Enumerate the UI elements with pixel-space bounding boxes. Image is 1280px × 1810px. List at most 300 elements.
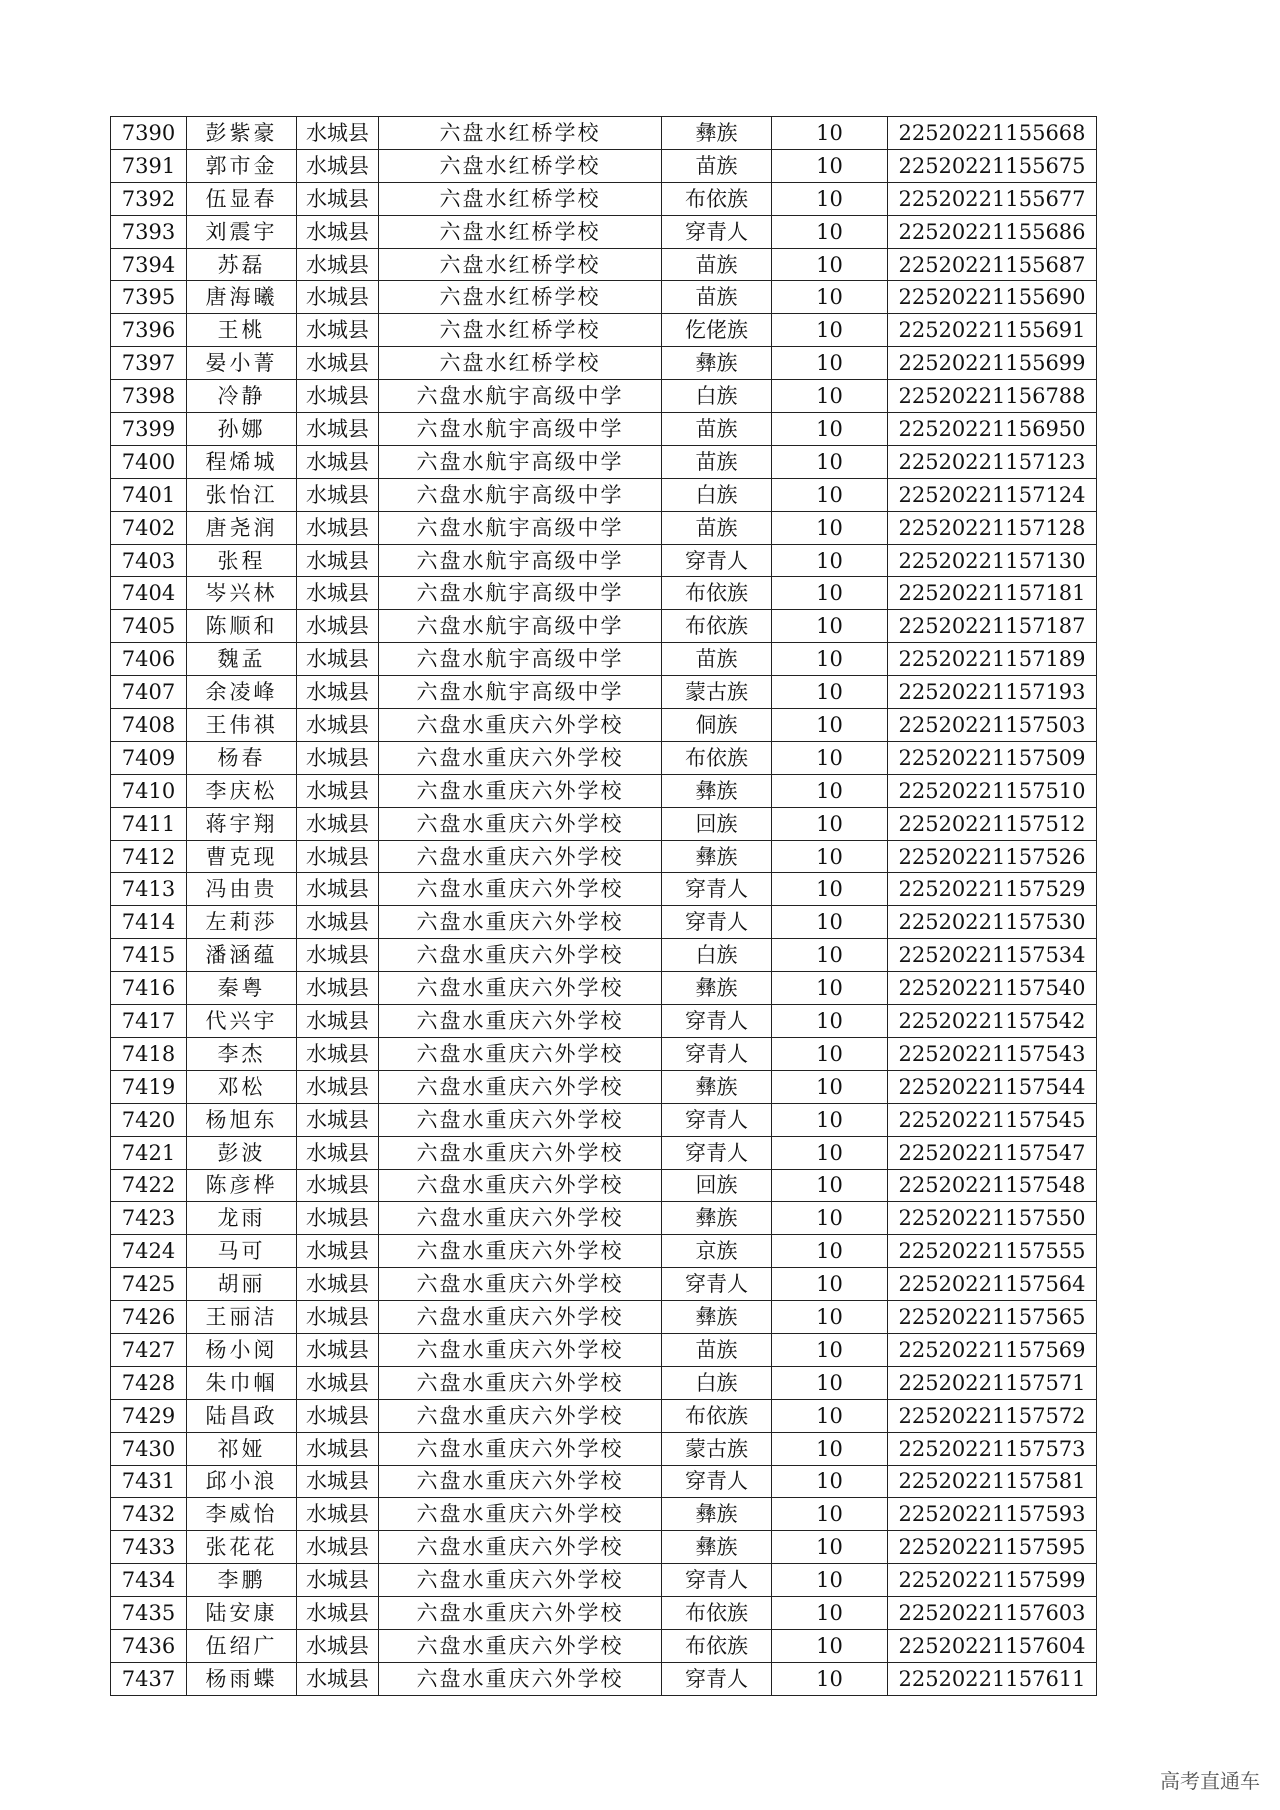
table-row xyxy=(111,807,1097,840)
school-cell: 六盘水重庆六外学校 xyxy=(379,1103,662,1136)
county-cell: 水城县 xyxy=(297,281,379,314)
name-cell: 杨小阅 xyxy=(187,1333,297,1366)
code-cell: 10 xyxy=(772,1005,888,1038)
code-cell: 10 xyxy=(772,1037,888,1070)
exam-id-cell: 22520221155691 xyxy=(888,314,1097,347)
ethnicity-cell: 蒙古族 xyxy=(662,676,772,709)
school-cell: 六盘水航宇高级中学 xyxy=(379,445,662,478)
school-cell: 六盘水重庆六外学校 xyxy=(379,774,662,807)
county-cell: 水城县 xyxy=(297,1597,379,1630)
exam-id-cell: 22520221157124 xyxy=(888,478,1097,511)
school-cell: 六盘水红桥学校 xyxy=(379,117,662,150)
ethnicity-cell: 布依族 xyxy=(662,1399,772,1432)
code-cell: 10 xyxy=(772,380,888,413)
table-row xyxy=(111,511,1097,544)
seq-cell: 7408 xyxy=(111,709,187,742)
seq-cell: 7436 xyxy=(111,1629,187,1662)
code-cell: 10 xyxy=(772,1070,888,1103)
school-cell: 六盘水航宇高级中学 xyxy=(379,544,662,577)
table-row xyxy=(111,281,1097,314)
exam-id-cell: 22520221155668 xyxy=(888,117,1097,150)
table-row xyxy=(111,906,1097,939)
county-cell: 水城县 xyxy=(297,1629,379,1662)
school-cell: 六盘水航宇高级中学 xyxy=(379,610,662,643)
school-cell: 六盘水重庆六外学校 xyxy=(379,1564,662,1597)
table-row xyxy=(111,1037,1097,1070)
exam-id-cell: 22520221157555 xyxy=(888,1235,1097,1268)
county-cell: 水城县 xyxy=(297,1136,379,1169)
school-cell: 六盘水航宇高级中学 xyxy=(379,478,662,511)
county-cell: 水城县 xyxy=(297,1432,379,1465)
seq-cell: 7405 xyxy=(111,610,187,643)
exam-id-cell: 22520221157571 xyxy=(888,1366,1097,1399)
name-cell: 魏孟 xyxy=(187,643,297,676)
seq-cell: 7432 xyxy=(111,1498,187,1531)
name-cell: 杨旭东 xyxy=(187,1103,297,1136)
school-cell: 六盘水航宇高级中学 xyxy=(379,380,662,413)
county-cell: 水城县 xyxy=(297,314,379,347)
seq-cell: 7422 xyxy=(111,1169,187,1202)
exam-id-cell: 22520221157581 xyxy=(888,1465,1097,1498)
county-cell: 水城县 xyxy=(297,478,379,511)
ethnicity-cell: 白族 xyxy=(662,478,772,511)
seq-cell: 7407 xyxy=(111,676,187,709)
ethnicity-cell: 彝族 xyxy=(662,1202,772,1235)
table-row xyxy=(111,1268,1097,1301)
ethnicity-cell: 布依族 xyxy=(662,610,772,643)
name-cell: 胡丽 xyxy=(187,1268,297,1301)
ethnicity-cell: 布依族 xyxy=(662,1597,772,1630)
school-cell: 六盘水重庆六外学校 xyxy=(379,939,662,972)
county-cell: 水城县 xyxy=(297,117,379,150)
code-cell: 10 xyxy=(772,1564,888,1597)
seq-cell: 7415 xyxy=(111,939,187,972)
ethnicity-cell: 彝族 xyxy=(662,840,772,873)
seq-cell: 7435 xyxy=(111,1597,187,1630)
table-row xyxy=(111,1629,1097,1662)
ethnicity-cell: 彝族 xyxy=(662,972,772,1005)
seq-cell: 7391 xyxy=(111,149,187,182)
table-row xyxy=(111,478,1097,511)
county-cell: 水城县 xyxy=(297,1169,379,1202)
code-cell: 10 xyxy=(772,248,888,281)
county-cell: 水城县 xyxy=(297,1333,379,1366)
school-cell: 六盘水重庆六外学校 xyxy=(379,972,662,1005)
ethnicity-cell: 彝族 xyxy=(662,117,772,150)
table-row xyxy=(111,445,1097,478)
code-cell: 10 xyxy=(772,1366,888,1399)
county-cell: 水城县 xyxy=(297,1366,379,1399)
ethnicity-cell: 彝族 xyxy=(662,347,772,380)
school-cell: 六盘水重庆六外学校 xyxy=(379,1399,662,1432)
ethnicity-cell: 苗族 xyxy=(662,248,772,281)
name-cell: 潘涵蕴 xyxy=(187,939,297,972)
table-row xyxy=(111,1597,1097,1630)
table-row xyxy=(111,1333,1097,1366)
seq-cell: 7433 xyxy=(111,1531,187,1564)
ethnicity-cell: 仡佬族 xyxy=(662,314,772,347)
name-cell: 陆昌政 xyxy=(187,1399,297,1432)
school-cell: 六盘水红桥学校 xyxy=(379,347,662,380)
county-cell: 水城县 xyxy=(297,248,379,281)
ethnicity-cell: 回族 xyxy=(662,807,772,840)
code-cell: 10 xyxy=(772,281,888,314)
school-cell: 六盘水重庆六外学校 xyxy=(379,1235,662,1268)
county-cell: 水城县 xyxy=(297,939,379,972)
county-cell: 水城县 xyxy=(297,1662,379,1695)
seq-cell: 7403 xyxy=(111,544,187,577)
seq-cell: 7400 xyxy=(111,445,187,478)
ethnicity-cell: 穿青人 xyxy=(662,1564,772,1597)
student-list-body xyxy=(111,117,1097,1696)
ethnicity-cell: 苗族 xyxy=(662,511,772,544)
name-cell: 余凌峰 xyxy=(187,676,297,709)
name-cell: 唐海曦 xyxy=(187,281,297,314)
name-cell: 张花花 xyxy=(187,1531,297,1564)
exam-id-cell: 22520221157130 xyxy=(888,544,1097,577)
county-cell: 水城县 xyxy=(297,676,379,709)
school-cell: 六盘水航宇高级中学 xyxy=(379,413,662,446)
table-row xyxy=(111,1235,1097,1268)
county-cell: 水城县 xyxy=(297,1103,379,1136)
table-row xyxy=(111,1531,1097,1564)
exam-id-cell: 22520221157503 xyxy=(888,709,1097,742)
ethnicity-cell: 穿青人 xyxy=(662,873,772,906)
seq-cell: 7423 xyxy=(111,1202,187,1235)
school-cell: 六盘水红桥学校 xyxy=(379,182,662,215)
name-cell: 龙雨 xyxy=(187,1202,297,1235)
code-cell: 10 xyxy=(772,840,888,873)
ethnicity-cell: 白族 xyxy=(662,1366,772,1399)
exam-id-cell: 22520221155677 xyxy=(888,182,1097,215)
name-cell: 苏磊 xyxy=(187,248,297,281)
ethnicity-cell: 穿青人 xyxy=(662,1465,772,1498)
exam-id-cell: 22520221157599 xyxy=(888,1564,1097,1597)
ethnicity-cell: 布依族 xyxy=(662,577,772,610)
table-row xyxy=(111,215,1097,248)
name-cell: 冷静 xyxy=(187,380,297,413)
exam-id-cell: 22520221157550 xyxy=(888,1202,1097,1235)
seq-cell: 7420 xyxy=(111,1103,187,1136)
exam-id-cell: 22520221157595 xyxy=(888,1531,1097,1564)
code-cell: 10 xyxy=(772,314,888,347)
county-cell: 水城县 xyxy=(297,1070,379,1103)
name-cell: 曹克现 xyxy=(187,840,297,873)
exam-id-cell: 22520221155687 xyxy=(888,248,1097,281)
table-row xyxy=(111,709,1097,742)
exam-id-cell: 22520221157603 xyxy=(888,1597,1097,1630)
seq-cell: 7410 xyxy=(111,774,187,807)
code-cell: 10 xyxy=(772,413,888,446)
name-cell: 彭紫豪 xyxy=(187,117,297,150)
county-cell: 水城县 xyxy=(297,182,379,215)
county-cell: 水城县 xyxy=(297,149,379,182)
table-row xyxy=(111,182,1097,215)
ethnicity-cell: 白族 xyxy=(662,939,772,972)
code-cell: 10 xyxy=(772,1202,888,1235)
school-cell: 六盘水红桥学校 xyxy=(379,248,662,281)
ethnicity-cell: 蒙古族 xyxy=(662,1432,772,1465)
school-cell: 六盘水重庆六外学校 xyxy=(379,906,662,939)
name-cell: 郭市金 xyxy=(187,149,297,182)
ethnicity-cell: 侗族 xyxy=(662,709,772,742)
exam-id-cell: 22520221157548 xyxy=(888,1169,1097,1202)
county-cell: 水城县 xyxy=(297,610,379,643)
exam-id-cell: 22520221157123 xyxy=(888,445,1097,478)
seq-cell: 7427 xyxy=(111,1333,187,1366)
ethnicity-cell: 穿青人 xyxy=(662,1268,772,1301)
name-cell: 祁娅 xyxy=(187,1432,297,1465)
seq-cell: 7394 xyxy=(111,248,187,281)
code-cell: 10 xyxy=(772,1103,888,1136)
school-cell: 六盘水重庆六外学校 xyxy=(379,1531,662,1564)
table-row xyxy=(111,544,1097,577)
code-cell: 10 xyxy=(772,1597,888,1630)
ethnicity-cell: 彝族 xyxy=(662,1070,772,1103)
school-cell: 六盘水重庆六外学校 xyxy=(379,807,662,840)
seq-cell: 7434 xyxy=(111,1564,187,1597)
code-cell: 10 xyxy=(772,1465,888,1498)
name-cell: 王桃 xyxy=(187,314,297,347)
name-cell: 张程 xyxy=(187,544,297,577)
county-cell: 水城县 xyxy=(297,643,379,676)
county-cell: 水城县 xyxy=(297,774,379,807)
code-cell: 10 xyxy=(772,1136,888,1169)
exam-id-cell: 22520221157529 xyxy=(888,873,1097,906)
ethnicity-cell: 彝族 xyxy=(662,1531,772,1564)
name-cell: 王丽洁 xyxy=(187,1301,297,1334)
seq-cell: 7424 xyxy=(111,1235,187,1268)
code-cell: 10 xyxy=(772,643,888,676)
name-cell: 杨春 xyxy=(187,741,297,774)
table-row xyxy=(111,774,1097,807)
exam-id-cell: 22520221157544 xyxy=(888,1070,1097,1103)
name-cell: 唐尧润 xyxy=(187,511,297,544)
name-cell: 孙娜 xyxy=(187,413,297,446)
school-cell: 六盘水红桥学校 xyxy=(379,215,662,248)
name-cell: 马可 xyxy=(187,1235,297,1268)
table-row xyxy=(111,1202,1097,1235)
table-row xyxy=(111,610,1097,643)
table-row xyxy=(111,413,1097,446)
ethnicity-cell: 穿青人 xyxy=(662,215,772,248)
county-cell: 水城县 xyxy=(297,1531,379,1564)
exam-id-cell: 22520221157572 xyxy=(888,1399,1097,1432)
seq-cell: 7406 xyxy=(111,643,187,676)
table-row xyxy=(111,1301,1097,1334)
county-cell: 水城县 xyxy=(297,1301,379,1334)
exam-id-cell: 22520221157569 xyxy=(888,1333,1097,1366)
ethnicity-cell: 京族 xyxy=(662,1235,772,1268)
code-cell: 10 xyxy=(772,117,888,150)
exam-id-cell: 22520221157512 xyxy=(888,807,1097,840)
seq-cell: 7402 xyxy=(111,511,187,544)
county-cell: 水城县 xyxy=(297,807,379,840)
code-cell: 10 xyxy=(772,149,888,182)
table-row xyxy=(111,380,1097,413)
name-cell: 代兴宇 xyxy=(187,1005,297,1038)
school-cell: 六盘水重庆六外学校 xyxy=(379,840,662,873)
code-cell: 10 xyxy=(772,347,888,380)
county-cell: 水城县 xyxy=(297,840,379,873)
county-cell: 水城县 xyxy=(297,1465,379,1498)
code-cell: 10 xyxy=(772,873,888,906)
seq-cell: 7419 xyxy=(111,1070,187,1103)
name-cell: 陆安康 xyxy=(187,1597,297,1630)
table-row xyxy=(111,1399,1097,1432)
exam-id-cell: 22520221157540 xyxy=(888,972,1097,1005)
ethnicity-cell: 苗族 xyxy=(662,413,772,446)
school-cell: 六盘水重庆六外学校 xyxy=(379,1465,662,1498)
school-cell: 六盘水重庆六外学校 xyxy=(379,1432,662,1465)
code-cell: 10 xyxy=(772,1662,888,1695)
exam-id-cell: 22520221155690 xyxy=(888,281,1097,314)
name-cell: 伍绍广 xyxy=(187,1629,297,1662)
school-cell: 六盘水重庆六外学校 xyxy=(379,1136,662,1169)
seq-cell: 7401 xyxy=(111,478,187,511)
table-row xyxy=(111,676,1097,709)
table-row xyxy=(111,117,1097,150)
county-cell: 水城县 xyxy=(297,1005,379,1038)
table-row xyxy=(111,1070,1097,1103)
name-cell: 程烯城 xyxy=(187,445,297,478)
seq-cell: 7416 xyxy=(111,972,187,1005)
name-cell: 李杰 xyxy=(187,1037,297,1070)
ethnicity-cell: 苗族 xyxy=(662,1333,772,1366)
exam-id-cell: 22520221157189 xyxy=(888,643,1097,676)
school-cell: 六盘水航宇高级中学 xyxy=(379,511,662,544)
name-cell: 冯由贵 xyxy=(187,873,297,906)
school-cell: 六盘水重庆六外学校 xyxy=(379,1629,662,1662)
name-cell: 刘震宇 xyxy=(187,215,297,248)
school-cell: 六盘水重庆六外学校 xyxy=(379,1498,662,1531)
school-cell: 六盘水航宇高级中学 xyxy=(379,643,662,676)
seq-cell: 7418 xyxy=(111,1037,187,1070)
code-cell: 10 xyxy=(772,1432,888,1465)
school-cell: 六盘水重庆六外学校 xyxy=(379,1662,662,1695)
school-cell: 六盘水红桥学校 xyxy=(379,281,662,314)
exam-id-cell: 22520221157573 xyxy=(888,1432,1097,1465)
name-cell: 陈顺和 xyxy=(187,610,297,643)
county-cell: 水城县 xyxy=(297,380,379,413)
name-cell: 陈彦桦 xyxy=(187,1169,297,1202)
school-cell: 六盘水重庆六外学校 xyxy=(379,1037,662,1070)
exam-id-cell: 22520221156950 xyxy=(888,413,1097,446)
code-cell: 10 xyxy=(772,774,888,807)
county-cell: 水城县 xyxy=(297,215,379,248)
name-cell: 伍显春 xyxy=(187,182,297,215)
ethnicity-cell: 回族 xyxy=(662,1169,772,1202)
school-cell: 六盘水红桥学校 xyxy=(379,314,662,347)
seq-cell: 7411 xyxy=(111,807,187,840)
county-cell: 水城县 xyxy=(297,1564,379,1597)
ethnicity-cell: 彝族 xyxy=(662,1301,772,1334)
seq-cell: 7413 xyxy=(111,873,187,906)
school-cell: 六盘水重庆六外学校 xyxy=(379,1597,662,1630)
code-cell: 10 xyxy=(772,709,888,742)
county-cell: 水城县 xyxy=(297,413,379,446)
seq-cell: 7395 xyxy=(111,281,187,314)
student-list-table xyxy=(110,116,1097,1696)
exam-id-cell: 22520221157543 xyxy=(888,1037,1097,1070)
seq-cell: 7396 xyxy=(111,314,187,347)
seq-cell: 7428 xyxy=(111,1366,187,1399)
name-cell: 晏小菁 xyxy=(187,347,297,380)
exam-id-cell: 22520221157547 xyxy=(888,1136,1097,1169)
county-cell: 水城县 xyxy=(297,1268,379,1301)
exam-id-cell: 22520221157545 xyxy=(888,1103,1097,1136)
name-cell: 左莉莎 xyxy=(187,906,297,939)
exam-id-cell: 22520221157565 xyxy=(888,1301,1097,1334)
table-row xyxy=(111,1169,1097,1202)
exam-id-cell: 22520221157193 xyxy=(888,676,1097,709)
name-cell: 邓松 xyxy=(187,1070,297,1103)
code-cell: 10 xyxy=(772,1169,888,1202)
code-cell: 10 xyxy=(772,741,888,774)
exam-id-cell: 22520221155699 xyxy=(888,347,1097,380)
table-row xyxy=(111,577,1097,610)
ethnicity-cell: 穿青人 xyxy=(662,1005,772,1038)
exam-id-cell: 22520221157593 xyxy=(888,1498,1097,1531)
exam-id-cell: 22520221157542 xyxy=(888,1005,1097,1038)
table-row xyxy=(111,840,1097,873)
table-row xyxy=(111,1662,1097,1695)
ethnicity-cell: 布依族 xyxy=(662,1629,772,1662)
seq-cell: 7425 xyxy=(111,1268,187,1301)
school-cell: 六盘水重庆六外学校 xyxy=(379,1366,662,1399)
county-cell: 水城县 xyxy=(297,906,379,939)
seq-cell: 7390 xyxy=(111,117,187,150)
code-cell: 10 xyxy=(772,807,888,840)
ethnicity-cell: 穿青人 xyxy=(662,1662,772,1695)
school-cell: 六盘水航宇高级中学 xyxy=(379,577,662,610)
exam-id-cell: 22520221157510 xyxy=(888,774,1097,807)
county-cell: 水城县 xyxy=(297,577,379,610)
exam-id-cell: 22520221156788 xyxy=(888,380,1097,413)
name-cell: 岑兴林 xyxy=(187,577,297,610)
seq-cell: 7417 xyxy=(111,1005,187,1038)
seq-cell: 7393 xyxy=(111,215,187,248)
school-cell: 六盘水重庆六外学校 xyxy=(379,1169,662,1202)
ethnicity-cell: 穿青人 xyxy=(662,1103,772,1136)
watermark-text: 高考直通车 xyxy=(1160,1769,1260,1793)
ethnicity-cell: 白族 xyxy=(662,380,772,413)
ethnicity-cell: 彝族 xyxy=(662,774,772,807)
name-cell: 李威怡 xyxy=(187,1498,297,1531)
school-cell: 六盘水重庆六外学校 xyxy=(379,741,662,774)
seq-cell: 7430 xyxy=(111,1432,187,1465)
code-cell: 10 xyxy=(772,939,888,972)
school-cell: 六盘水重庆六外学校 xyxy=(379,873,662,906)
exam-id-cell: 22520221157611 xyxy=(888,1662,1097,1695)
table-row xyxy=(111,1564,1097,1597)
table-row xyxy=(111,248,1097,281)
exam-id-cell: 22520221157604 xyxy=(888,1629,1097,1662)
exam-id-cell: 22520221157181 xyxy=(888,577,1097,610)
seq-cell: 7397 xyxy=(111,347,187,380)
table-row xyxy=(111,741,1097,774)
name-cell: 彭波 xyxy=(187,1136,297,1169)
table-row xyxy=(111,643,1097,676)
code-cell: 10 xyxy=(772,610,888,643)
exam-id-cell: 22520221155686 xyxy=(888,215,1097,248)
code-cell: 10 xyxy=(772,972,888,1005)
table-row xyxy=(111,149,1097,182)
name-cell: 张怡江 xyxy=(187,478,297,511)
seq-cell: 7412 xyxy=(111,840,187,873)
code-cell: 10 xyxy=(772,1629,888,1662)
name-cell: 秦粤 xyxy=(187,972,297,1005)
